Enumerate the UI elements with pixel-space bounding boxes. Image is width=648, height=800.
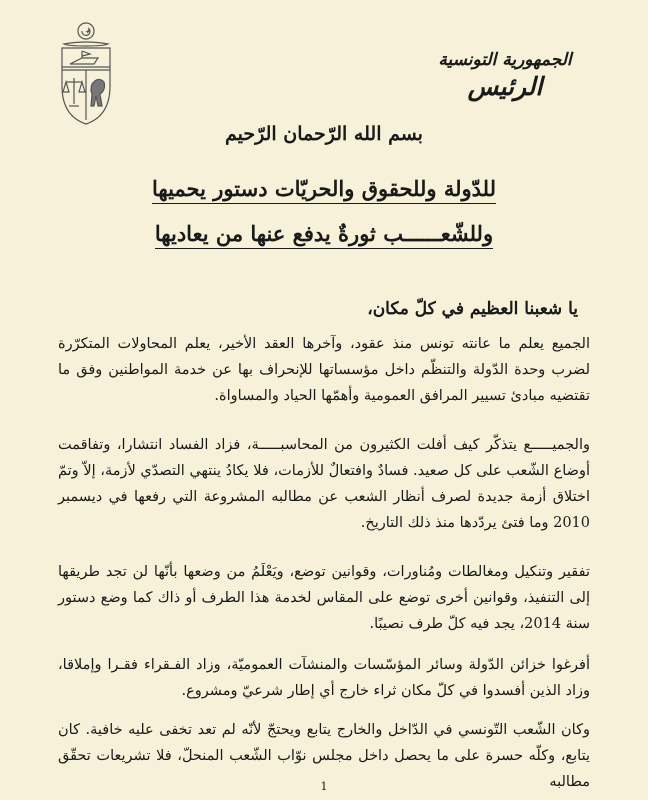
paragraph: الجميع يعلم ما عانته تونس منذ عقود، وآخرها العقد الأخير، يعلم المحاولات المتكرّرة لضرب وحدة الدّولة والتنظّم داخل مؤسساتها للإنحراف بها عن خدمة المواطنين وفق ما تقتضيه مبادئ تسيير المرافق العمومية وأهمّها الحياد والمساواة. — [58, 336, 590, 404]
slogan-line-1-text: للدّولة وللحقوق والحريّات دستور يحميها — [152, 176, 496, 204]
president-label: الرئيس — [467, 72, 543, 101]
salutation: يا شعبنا العظيم في كلّ مكان، — [367, 299, 578, 319]
paragraph: وكان الشّعب التّونسي في الدّاخل والخارج يتابع ويحتجّ لأنّه لم تعد تخفى عليه خافية. كان يتابع، وكلّه حسرة على ما يحصل داخل مجلس نوّاب الشّعب المنحلّ، فلا تشريعات تحقّق مطالبه — [58, 722, 590, 790]
paragraph: أفرغوا خزائن الدّولة وسائر المؤسّسات والمنشآت العموميّة، وزاد الفـقراء فقـرا وإملاقا، وزاد الذين أفسدوا في كلّ مكان ثراء خارج أي إطار شرعيّ ومشروع. — [58, 657, 590, 699]
slogan-line-2-text: وللشّعــــــب ثورةٌ يدفع عنها من يعاديها — [155, 221, 493, 249]
republic-label: الجمهورية التونسية — [438, 50, 572, 70]
slogan-line-1 — [0, 176, 648, 201]
tunisia-coat-of-arms-icon — [54, 20, 118, 126]
paragraph: تفقير وتنكيل ومغالطات ومُناورات، وقوانين توضع، ويَعْلَمُ من وضعها بأنّها لن تجد طريقها إلى التنفيذ، وقوانين أخرى توضع على المقاس لخدمة هذا الطرف أو ذاك كما وضع دستور سنة 2014، يجد فيه كلّ طرف نصيبًا. — [58, 564, 590, 632]
paragraph: والجميـــــع يتذكّر كيف أفلت الكثيرون من المحاسبـــــة، فزاد الفساد انتشارا، وتفاقمت أوضاع الشّعب على كل صعيد. فسادٌ وافتعالٌ للأزمات، فلا يكادُ ينتهي التصدّي لأزمة، إلاّ وتمّ اختلاق أزمة جديدة لصرف أنظار الشعب عن مطالبه المشروعة التي رفعها في ديسمبر 2010 وما فتئ يردّدها منذ ذلك التاريخ. — [58, 437, 590, 531]
page-number: 1 — [320, 780, 328, 793]
slogan-line-2 — [0, 221, 648, 246]
basmala: بسم الله الرّحمان الرّحيم — [225, 123, 423, 145]
header-sender — [420, 50, 590, 101]
